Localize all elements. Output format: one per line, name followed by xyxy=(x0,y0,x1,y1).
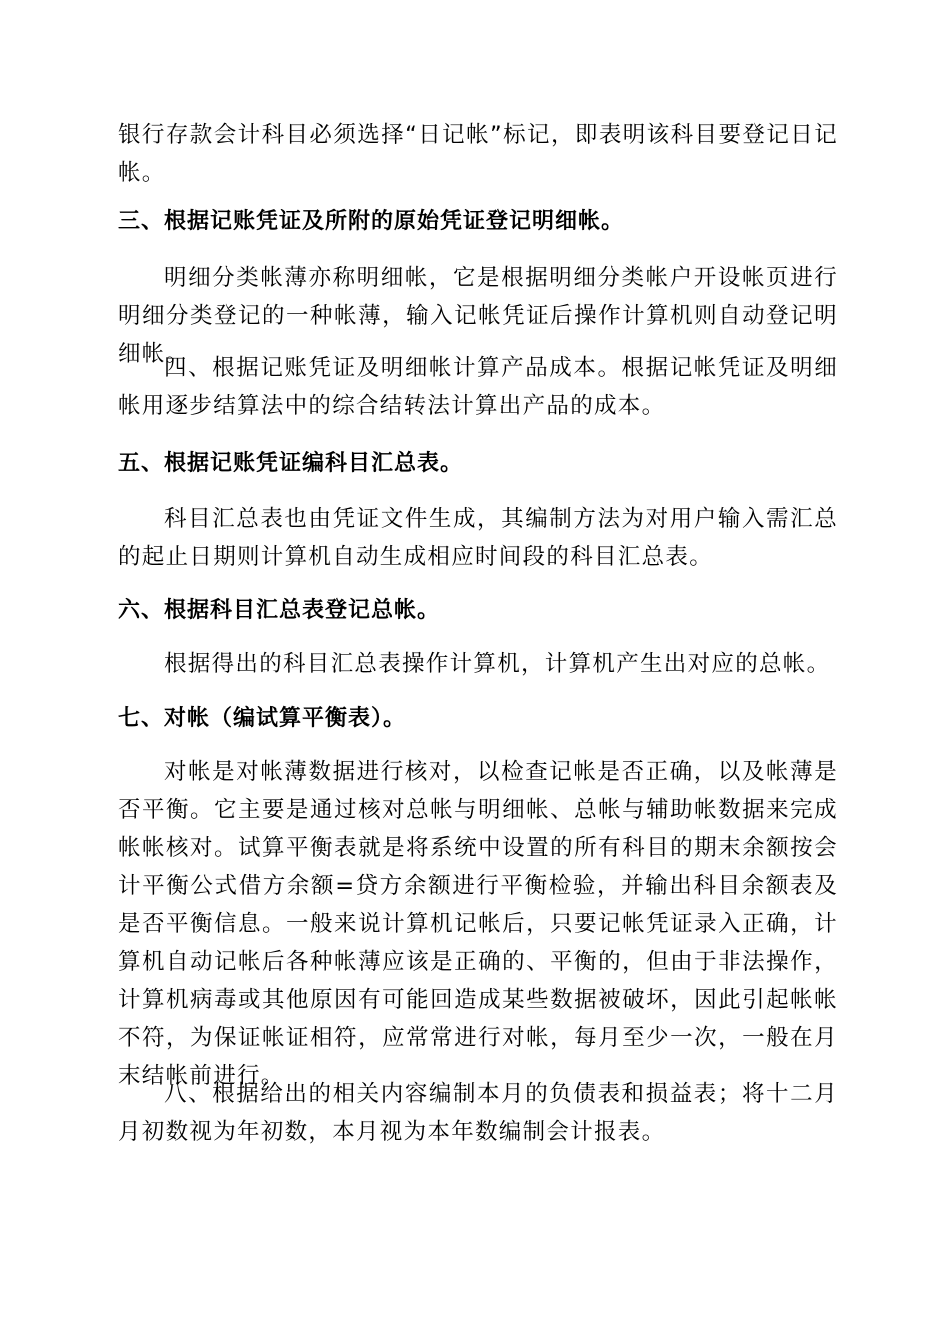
heading-section-7: 七、对帐（编试算平衡表）。 xyxy=(118,706,407,731)
paragraph-section-8-reports: 八、根据给出的相关内容编制本月的负债表和损益表；将十二月月初数视为年初数，本月视为本年数编制会计报表。 xyxy=(118,1081,838,1145)
paragraph-reconciliation: 对帐是对帐薄数据进行核对，以检查记帐是否正确，以及帐薄是否平衡。它主要是通过核对总帐与明细帐、总帐与辅助帐数据来完成帐帐核对。试算平衡表就是将系统中设置的所有科目的期末余额按会计平衡公式借方余额=贷方余额进行平衡检验，并输出科目余额表及是否平衡信息。一般来说计算机记帐后，只要记帐凭证录入正确，计算机自动记帐后各种帐薄应该是正确的、平衡的，但由于非法操作，计算机病毒或其他原因有可能回造成某些数据被破坏，因此引起帐帐不符，为保证帐证相符，应常常进行对帐，每月至少一次，一般在月末结帐前进行。 xyxy=(118,759,838,1089)
paragraph-general-ledger: 根据得出的科目汇总表操作计算机，计算机产生出对应的总帐。 xyxy=(164,651,831,677)
heading-section-6: 六、根据科目汇总表登记总帐。 xyxy=(118,598,441,623)
paragraph-account-summary: 科目汇总表也由凭证文件生成，其编制方法为对用户输入需汇总的起止日期则计算机自动生成相应时间段的科目汇总表。 xyxy=(118,506,838,570)
paragraph-detail-ledger: 明细分类帐薄亦称明细帐，它是根据明细分类帐户开设帐页进行明细分类登记的一种帐薄，输入记帐凭证后操作计算机则自动登记明细帐。 xyxy=(118,265,838,367)
paragraph-bank-deposit-journal: 银行存款会计科目必须选择“日记帐”标记，即表明该科目要登记日记帐。 xyxy=(118,122,838,186)
heading-section-5: 五、根据记账凭证编科目汇总表。 xyxy=(118,451,464,476)
paragraph-section-4-product-cost: 四、根据记账凭证及明细帐计算产品成本。根据记帐凭证及明细帐用逐步结算法中的综合结转法计算出产品的成本。 xyxy=(118,355,838,419)
heading-section-3: 三、根据记账凭证及所附的原始凭证登记明细帐。 xyxy=(118,209,625,234)
